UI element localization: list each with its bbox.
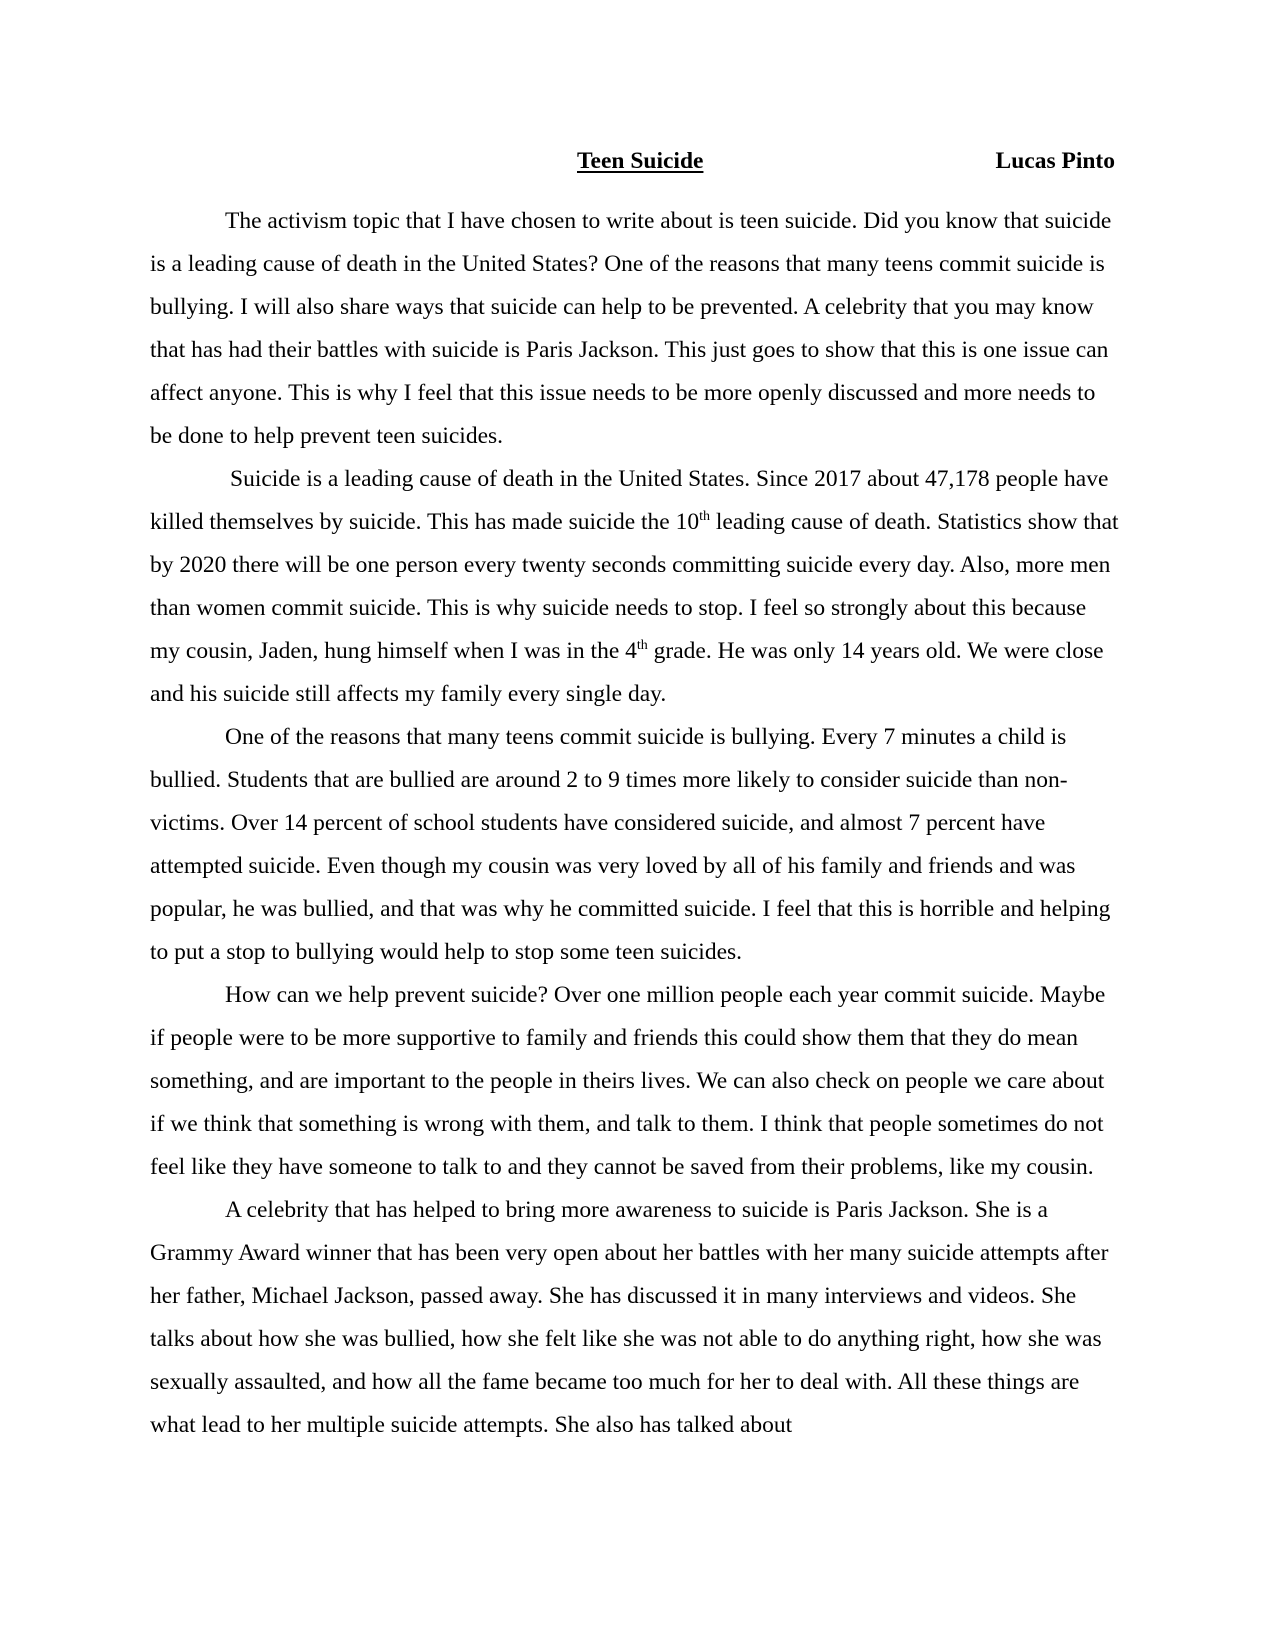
paragraph-prevention: How can we help prevent suicide? Over one million people each year commit suicide. Maybe if people were to be more supportive to family and friends this could show them that they do mean something, and are important to the people in theirs lives. We can also check on people we care about if we think that something is wrong with them, and talk to them. I think that people sometimes do not feel like they have someone to talk to and they cannot be saved from their problems, like my cousin. — [150, 982, 1106, 1180]
paragraph-statistics-text-3: grade. He was only 14 years old. We were close and his suicide still affects my family every single day. — [150, 638, 1104, 707]
document-title: Teen Suicide — [577, 148, 704, 174]
paragraph-intro: The activism topic that I have chosen to write about is teen suicide. Did you know that suicide is a leading cause of death in the United States? One of the reasons that many teens commit suicide is bullying. I will also share ways that suicide can help to be prevented. A celebrity that you may know that has had their battles with suicide is Paris Jackson. This just goes to show that this is one issue can affect anyone. This is why I feel that this issue needs to be more openly discussed and more needs to be done to help prevent teen suicides. — [150, 208, 1112, 449]
paragraph-celebrity: A celebrity that has helped to bring more awareness to suicide is Paris Jackson. She is a Grammy Award winner that has been very open about her battles with her many suicide attempts after her father, Michael Jackson, passed away. She has discussed it in many interviews and videos. She talks about how she was bullied, how she felt like she was not able to do anything right, how she was sexually assaulted, and how all the fame became too much for her to deal with. All these things are what lead to her multiple suicide attempts. She also has talked about — [150, 1197, 1109, 1438]
document-body — [150, 200, 1120, 1447]
ordinal-superscript: th — [636, 638, 648, 653]
document-header — [150, 148, 1115, 180]
paragraph-statistics-text-2: leading cause of death. Statistics show that by 2020 there will be one person every twenty seconds committing suicide every day. Also, more men than women commit suicide. This is why suicide needs to stop. I feel so strongly about this because my cousin, Jaden, hung himself when I was in the 4 — [150, 509, 1119, 664]
author-name: Lucas Pinto — [995, 148, 1115, 174]
paragraph-statistics — [150, 458, 1120, 716]
paragraph-statistics-text-1: Suicide is a leading cause of death in the United States. Since 2017 about 47,178 people have killed themselves by suicide. This has made suicide the 10 — [150, 466, 1109, 535]
paragraph-bullying: One of the reasons that many teens commit suicide is bullying. Every 7 minutes a child is bullied. Students that are bullied are around 2 to 9 times more likely to consider suicide than non-victims. Over 14 percent of school students have considered suicide, and almost 7 percent have attempted suicide. Even though my cousin was very loved by all of his family and friends and was popular, he was bullied, and that was why he committed suicide. I feel that this is horrible and helping to put a stop to bullying would help to stop some teen suicides. — [150, 724, 1111, 965]
ordinal-superscript: th — [699, 509, 710, 524]
